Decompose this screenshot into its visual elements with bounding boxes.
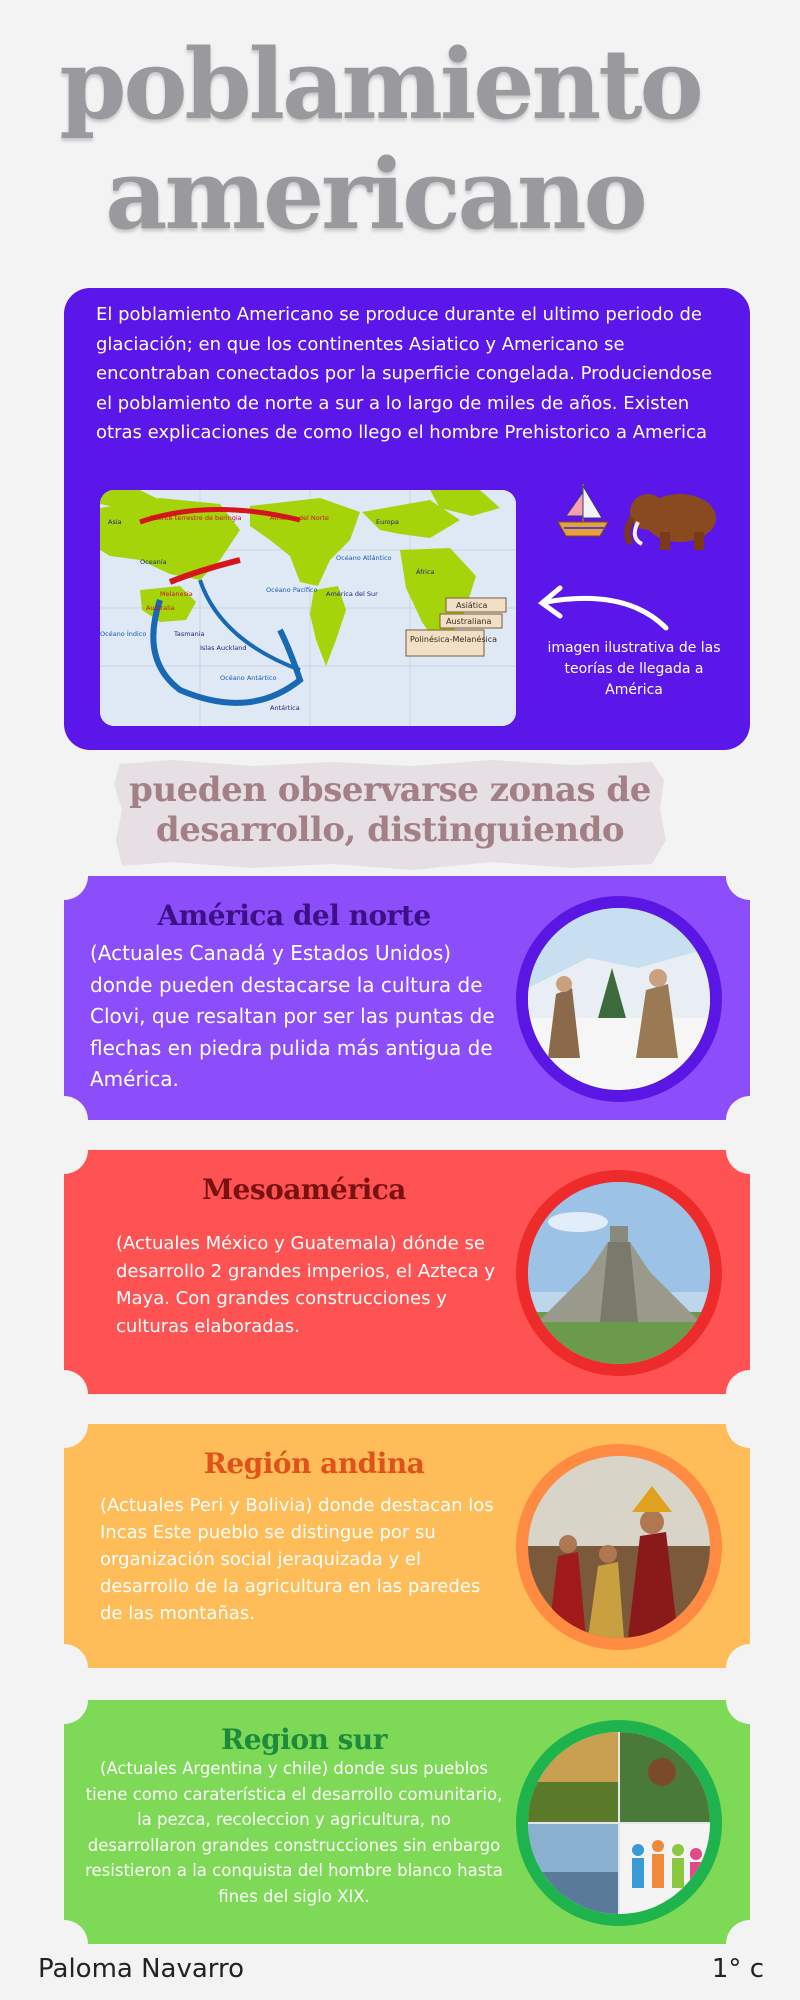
- map-label-pacifico: Océano Pacífico: [266, 586, 318, 594]
- legend-australiana: Australiana: [446, 617, 492, 626]
- photo-clovis-hunters: [516, 896, 722, 1102]
- world-map-illustration: [100, 490, 516, 726]
- author-name: Paloma Navarro: [38, 1954, 245, 1984]
- migration-map-image: [100, 490, 516, 726]
- legend-polinesica: Polinésica-Melanésica: [410, 635, 498, 644]
- region-card-north-america: [64, 876, 750, 1120]
- page-title-line-1: poblamiento: [59, 28, 701, 141]
- map-caption: imagen ilustrativa de las teorías de llegada a América: [547, 640, 721, 698]
- map-label-bering: Puente terrestre de beringia: [150, 514, 242, 522]
- inca-illustration: [528, 1456, 710, 1638]
- region-text: (Actuales Canadá y Estados Unidos) donde pueden destacarse la cultura de Clovi, que resaltan por ser las puntas de flechas en piedra pulida más antigua de América.: [90, 941, 495, 1091]
- region-text: (Actuales Argentina y chile) donde sus pueblos tiene como caraterística el desarrollo comunitario, la pezca, recoleccion y agricultura, no desarrollaron grandes construcciones sin enbargo resistieron a la conquista del hombre blanco hasta fines del siglo XIX.: [85, 1759, 503, 1906]
- region-title: Region sur: [221, 1723, 387, 1756]
- map-label-antartico: Océano Antártico: [220, 674, 277, 682]
- photo-inca-people: [516, 1444, 722, 1650]
- mammoth-icon: [620, 488, 724, 554]
- map-label-africa: África: [416, 568, 435, 576]
- map-label-indico: Océano Índico: [100, 630, 147, 638]
- region-card-andes: [64, 1424, 750, 1668]
- photo-south-collage: [516, 1720, 722, 1926]
- region-card-south: [64, 1700, 750, 1944]
- region-card-mesoamerica: [64, 1150, 750, 1394]
- map-label-america-norte: América del Norte: [270, 514, 329, 522]
- map-label-auckland: Islas Auckland: [200, 644, 247, 652]
- boat-icon: [554, 478, 612, 544]
- region-title: Mesoamérica: [202, 1173, 406, 1206]
- region-title: América del norte: [157, 899, 431, 932]
- collage-illustration: [528, 1732, 710, 1914]
- map-label-oceania: Oceanía: [140, 558, 167, 566]
- intro-text: El poblamiento Americano se produce durante el ultimo periodo de glaciación; en que los continentes Asiatico y Americano se encontraban conectados por la superficie congelada. Produciendose el poblamiento de norte a sur a lo largo de miles de años. Existen otras explicaciones de como llego el hombre Prehistorico a America: [96, 304, 713, 443]
- subtitle-text: pueden observarse zonas de desarrollo, distinguiendo: [129, 770, 651, 850]
- page-title-line-2: americano: [105, 138, 645, 251]
- pyramid-illustration: [528, 1182, 710, 1364]
- map-label-australia: Australia: [146, 604, 175, 612]
- region-title: Región andina: [203, 1447, 425, 1480]
- map-label-antartida: Antártica: [270, 704, 300, 712]
- map-label-atlantico: Océano Atlántico: [336, 554, 392, 562]
- hunters-illustration: [528, 908, 710, 1090]
- legend-asiatica: Asiática: [456, 601, 488, 610]
- intro-card: [64, 288, 750, 750]
- region-text: (Actuales Peri y Bolivia) donde destacan los Incas Este pueblo se distingue por su organización social jeraquizada y el desarrollo de la agricultura en las paredes de las montañas.: [100, 1495, 494, 1624]
- map-label-asia: Asia: [108, 518, 122, 526]
- grade-label: 1° c: [711, 1954, 764, 1984]
- region-text: (Actuales México y Guatemala) dónde se desarrollo 2 grandes imperios, el Azteca y Maya. Con grandes construcciones y culturas elaboradas.: [116, 1233, 496, 1337]
- map-label-europa: Europa: [376, 518, 399, 526]
- map-label-melanesia: Melanesia: [160, 590, 193, 598]
- map-label-america-sur: América del Sur: [326, 590, 378, 598]
- map-label-tasmania: Tasmania: [174, 630, 205, 638]
- subtitle-paper: [112, 760, 668, 870]
- pointer-arrow-icon: [526, 568, 676, 638]
- photo-mayan-pyramid: [516, 1170, 722, 1376]
